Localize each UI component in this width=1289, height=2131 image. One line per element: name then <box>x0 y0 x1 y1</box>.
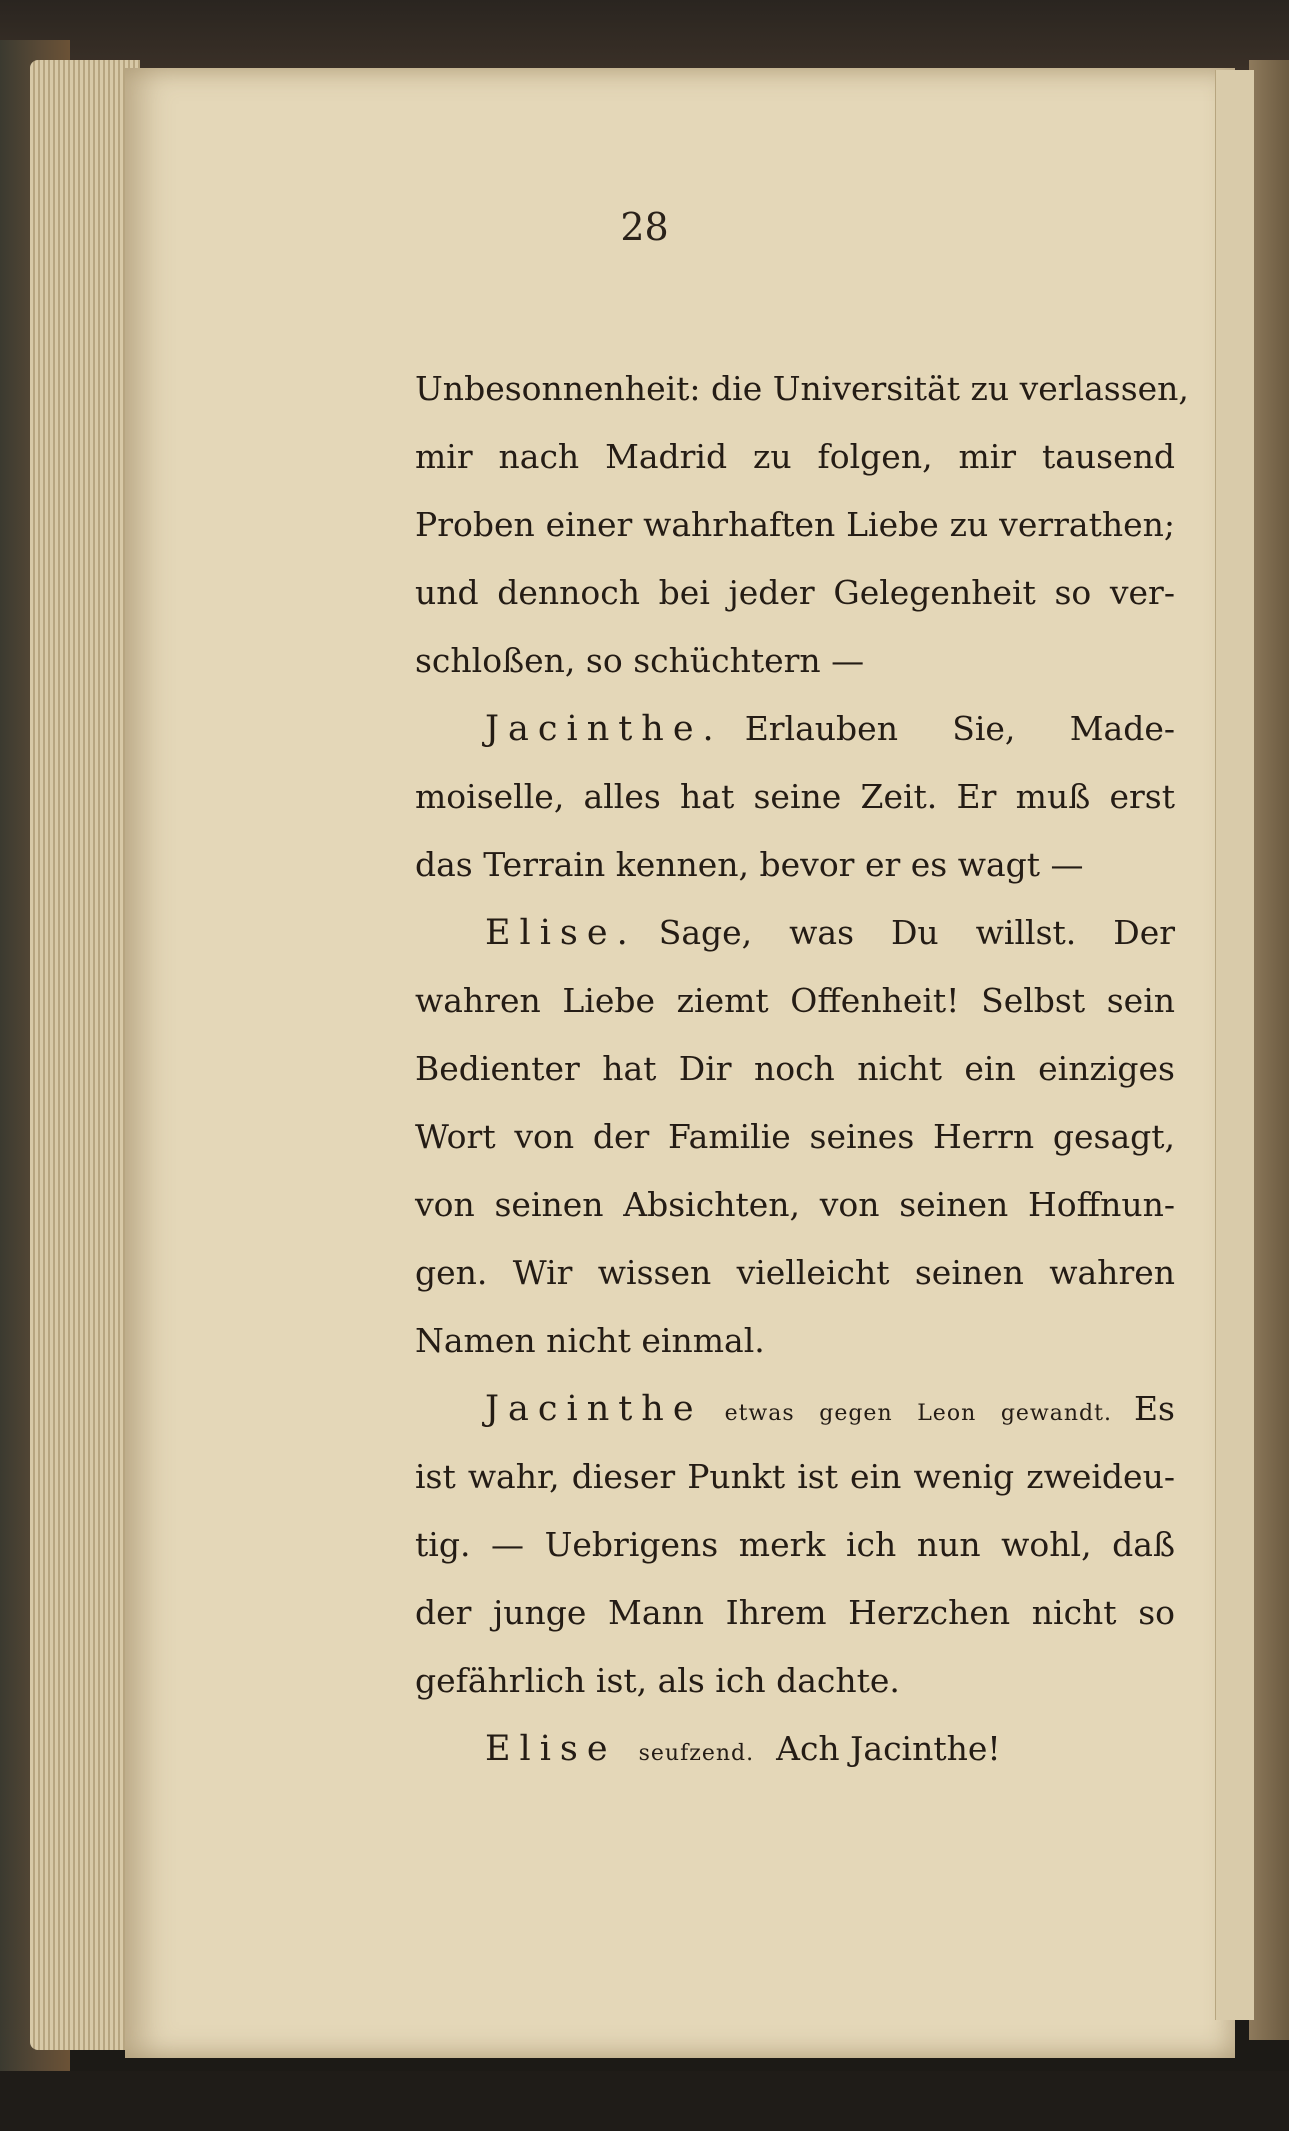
text-line: tig. — Uebrigens merk ich nun wohl, daß <box>415 1525 1175 1564</box>
page-text <box>415 355 1189 1783</box>
dialogue-text: Erlauben Sie, Made- <box>744 709 1175 748</box>
text-line: gen. Wir wissen vielleicht seinen wahren <box>415 1253 1175 1292</box>
page-number: 28 <box>620 205 669 249</box>
dialogue-text: Sage, was Du willst. Der <box>658 913 1175 952</box>
text-line: das Terrain kennen, bevor er es wagt — <box>415 845 1084 884</box>
text-line: und dennoch bei jeder Gelegenheit so ver- <box>415 573 1175 612</box>
text-line: gefährlich ist, als ich dachte. <box>415 1661 900 1700</box>
right-page-leaf <box>1215 70 1254 2020</box>
text-line: moiselle, alles hat seine Zeit. Er muß erst <box>415 777 1175 816</box>
stage-direction: seufzend. <box>638 1741 755 1766</box>
speaker-name: Elise. <box>485 913 637 953</box>
book-cover-right <box>1249 60 1289 2040</box>
text-line: der junge Mann Ihrem Herzchen nicht so <box>415 1593 1175 1632</box>
text-line: Unbesonnenheit: die Universität zu verlassen, <box>415 369 1189 408</box>
text-line: Bedienter hat Dir noch nicht ein einziges <box>415 1049 1175 1088</box>
text-line: Proben einer wahrhaften Liebe zu verrathen; <box>415 505 1175 544</box>
dialogue-text: Es <box>1133 1389 1175 1428</box>
dialogue-line <box>415 899 1175 967</box>
speaker-name: Elise <box>485 1729 617 1769</box>
text-line: mir nach Madrid zu folgen, mir tausend <box>415 437 1175 476</box>
text-line: schloßen, so schüchtern — <box>415 641 865 680</box>
background-bottom <box>0 2071 1289 2131</box>
page-edges <box>30 60 140 2050</box>
text-line: Wort von der Familie seines Herrn gesagt, <box>415 1117 1175 1156</box>
speaker-name: Jacinthe <box>485 1389 703 1429</box>
text-line: wahren Liebe ziemt Offenheit! Selbst sein <box>415 981 1175 1020</box>
text-line: von seinen Absichten, von seinen Hoffnun- <box>415 1185 1175 1224</box>
dialogue-line <box>415 1715 1175 1783</box>
text-line: ist wahr, dieser Punkt ist ein wenig zweideu- <box>415 1457 1175 1496</box>
background-top <box>0 0 1289 70</box>
dialogue-line <box>415 1375 1175 1443</box>
dialogue-text: Ach Jacinthe! <box>776 1729 1001 1768</box>
dialogue-line <box>415 695 1175 763</box>
stage-direction: etwas gegen Leon gewandt. <box>724 1401 1112 1426</box>
text-line: Namen nicht einmal. <box>415 1321 765 1360</box>
speaker-name: Jacinthe. <box>485 709 723 749</box>
